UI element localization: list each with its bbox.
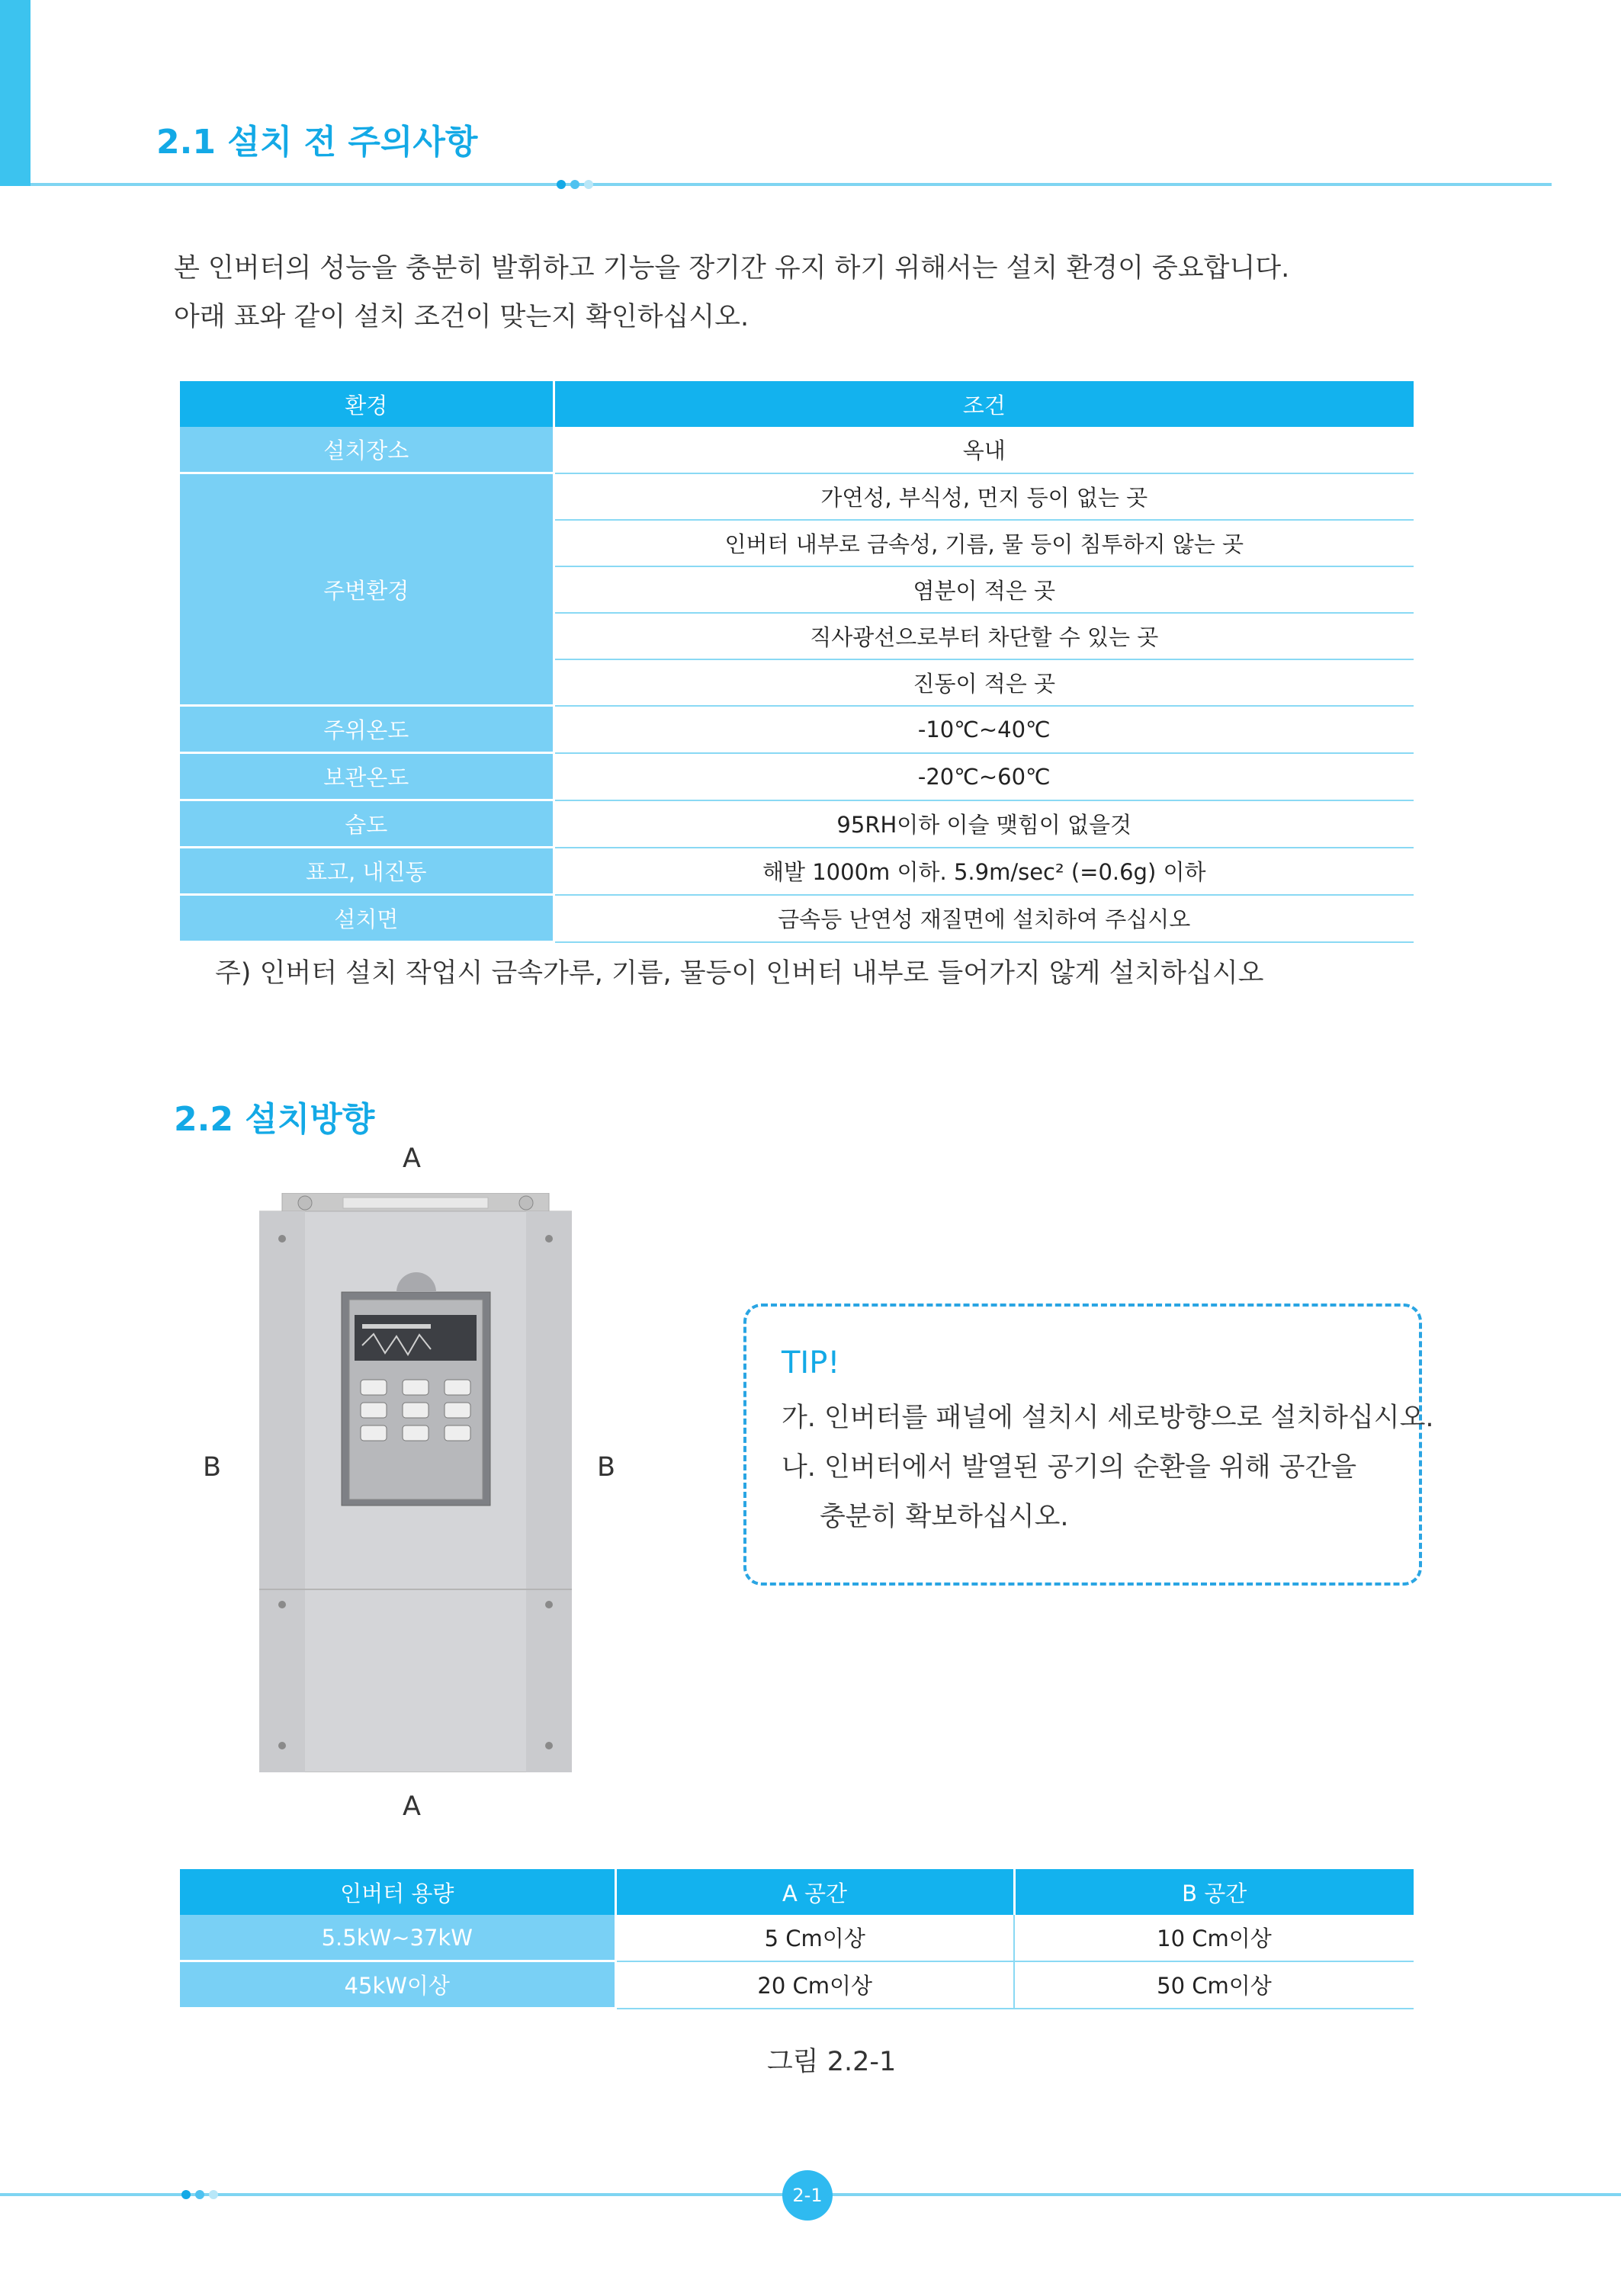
label-a-top: A	[403, 1143, 421, 1174]
cond-cell: 옥내	[554, 427, 1414, 473]
environment-table	[180, 381, 1414, 943]
install-note: 주) 인버터 설치 작업시 금속가루, 기름, 물등이 인버터 내부로 들어가지 않게 설치하십시오	[215, 958, 1264, 989]
figure-caption: 그림 2.2-1	[767, 2047, 897, 2077]
table-row	[180, 800, 1414, 848]
inverter-image	[259, 1193, 572, 1772]
cond-cell: -20℃~60℃	[554, 753, 1414, 800]
header-env: 환경	[180, 381, 554, 427]
header-cond: 조건	[554, 381, 1414, 427]
table-row	[180, 706, 1414, 753]
intro-line-1: 본 인버터의 성능을 충분히 발휘하고 기능을 장기간 유지 하기 위해서는 설치 환경이 중요합니다.	[174, 253, 1290, 284]
cond-cell: 진동이 적은 곳	[554, 659, 1414, 706]
table-row	[180, 753, 1414, 800]
cond-cell: 가연성, 부식성, 먼지 등이 없는 곳	[554, 473, 1414, 520]
env-cell: 습도	[180, 800, 554, 848]
b-space-cell: 50 Cm이상	[1014, 1961, 1414, 2009]
b-space-cell: 10 Cm이상	[1014, 1915, 1414, 1961]
tip-line-3: 충분히 확보하십시오.	[820, 1502, 1069, 1532]
table-row	[180, 473, 1414, 520]
intro-paragraph	[174, 244, 1289, 342]
env-cell: 표고, 내진동	[180, 848, 554, 895]
env-cell: 설치면	[180, 895, 554, 942]
cond-cell: 염분이 적은 곳	[554, 566, 1414, 613]
table-row	[180, 848, 1414, 895]
clearance-table	[180, 1869, 1414, 2009]
label-b-right: B	[597, 1452, 616, 1483]
table-row	[180, 1961, 1414, 2009]
label-b-left: B	[203, 1452, 222, 1483]
a-space-cell: 5 Cm이상	[615, 1915, 1014, 1961]
table-row	[180, 427, 1414, 473]
label-a-bottom: A	[403, 1791, 421, 1822]
tip-box	[743, 1304, 1422, 1586]
cond-cell: 직사광선으로부터 차단할 수 있는 곳	[554, 613, 1414, 659]
cond-cell: 95RH이하 이슬 맺힘이 없을것	[554, 800, 1414, 848]
footer-dots	[181, 2190, 218, 2199]
tip-line-2: 나. 인버터에서 발열된 공기의 순환을 위해 공간을	[782, 1452, 1357, 1483]
cond-cell: -10℃~40℃	[554, 706, 1414, 753]
a-space-cell: 20 Cm이상	[615, 1961, 1014, 2009]
side-accent-bar	[0, 0, 30, 186]
section-title-2-1: 2.1 설치 전 주의사항	[156, 123, 478, 162]
header-b-space: B 공간	[1014, 1869, 1414, 1915]
header-dots	[557, 180, 593, 189]
env-cell: 주위온도	[180, 706, 554, 753]
capacity-cell: 45kW이상	[180, 1961, 615, 2009]
section-title-2-2: 2.2 설치방향	[174, 1100, 375, 1139]
header-a-space: A 공간	[615, 1869, 1014, 1915]
env-cell: 주변환경	[180, 473, 554, 706]
table-row	[180, 1915, 1414, 1961]
table-row	[180, 895, 1414, 942]
header-rule	[30, 183, 1552, 186]
intro-line-2: 아래 표와 같이 설치 조건이 맞는지 확인하십시오.	[174, 302, 750, 332]
cond-cell: 해발 1000m 이하. 5.9m/sec² (=0.6g) 이하	[554, 848, 1414, 895]
env-cell: 설치장소	[180, 427, 554, 473]
env-cell: 보관온도	[180, 753, 554, 800]
page-number: 2-1	[782, 2170, 833, 2221]
tip-line-1: 가. 인버터를 패널에 설치시 세로방향으로 설치하십시오.	[782, 1403, 1434, 1433]
capacity-cell: 5.5kW~37kW	[180, 1915, 615, 1961]
cond-cell: 인버터 내부로 금속성, 기름, 물 등이 침투하지 않는 곳	[554, 520, 1414, 566]
header-capacity: 인버터 용량	[180, 1869, 615, 1915]
cond-cell: 금속등 난연성 재질면에 설치하여 주십시오	[554, 895, 1414, 942]
tip-title: TIP!	[782, 1345, 840, 1380]
